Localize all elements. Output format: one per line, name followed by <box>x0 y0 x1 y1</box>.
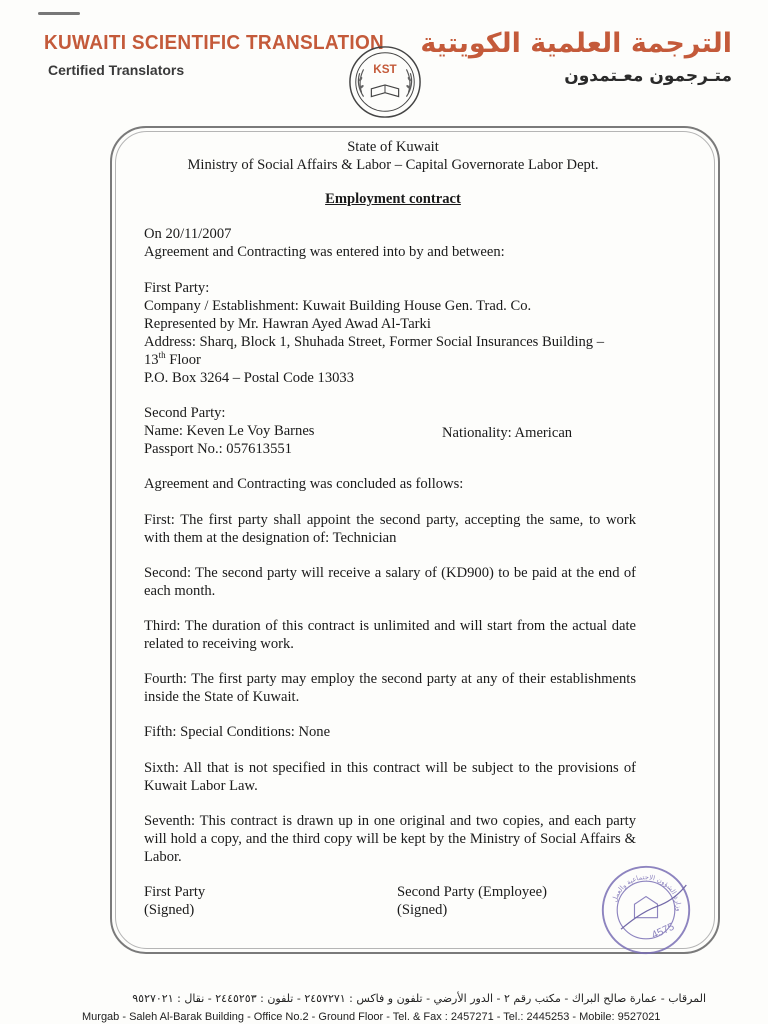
footer-arabic-address: المرقاب - عمارة صالح البراك - مكتب رقم ٢ - الدور الأرضي - تلفون و فاكس : ٢٤٥٧٢٧١ - تلفون : ٢٤٤٥٢٥٣ - نقال : ٩٥٢٧٠٢١ <box>132 992 706 1005</box>
header-country: State of Kuwait <box>347 139 439 155</box>
clause-seventh: Seventh: This contract is drawn up in one original and two copies, and each party will hold a copy, and the third copy will be kept by the Ministry of Social Affairs & Labor. <box>144 813 636 865</box>
ministry-stamp-icon <box>598 862 694 958</box>
floor-number: 13 <box>144 352 159 368</box>
contract-date: On 20/11/2007 <box>144 226 232 242</box>
first-party-company: Company / Establishment: Kuwait Building House Gen. Trad. Co. <box>144 298 532 314</box>
clause-third: Third: The duration of this contract is unlimited and will start from the actual date related to receiving work. <box>144 618 636 652</box>
clause-sixth: Sixth: All that is not specified in this contract will be subject to the provisions of Kuwait Labor Law. <box>144 760 636 794</box>
second-party-name: Name: Keven Le Voy Barnes <box>144 423 315 439</box>
clause-second: Second: The second party will receive a salary of (KD900) to be paid at the end of each month. <box>144 565 636 599</box>
header-ministry: Ministry of Social Affairs & Labor – Capital Governorate Labor Dept. <box>187 157 599 173</box>
first-party-floor <box>144 351 201 369</box>
kst-logo-icon <box>346 44 424 120</box>
first-party-representative: Represented by Mr. Hawran Ayed Awad Al-Tarki <box>144 316 431 332</box>
first-party-po-box: P.O. Box 3264 – Postal Code 13033 <box>144 370 355 386</box>
letterhead-english-title: KUWAITI SCIENTIFIC TRANSLATION <box>44 32 385 55</box>
clause-first: First: The first party shall appoint the second party, accepting the same, to work with them at the designation of: Technician <box>144 512 636 546</box>
clause-fifth: Fifth: Special Conditions: None <box>144 724 331 740</box>
svg-text:4575: 4575 <box>649 920 677 942</box>
first-party-address: Address: Sharq, Block 1, Shuhada Street, Former Social Insurances Building – <box>144 334 605 350</box>
footer-english-address: Murgab - Saleh Al-Barak Building - Office No.2 - Ground Floor - Tel. & Fax : 2457271 - Tel.: 2445253 - Mobile: 9527021 <box>82 1011 661 1023</box>
svg-text:KST: KST <box>373 63 397 77</box>
second-party-heading: Second Party: <box>144 405 226 421</box>
second-party-signature-label: Second Party (Employee) <box>397 884 547 900</box>
contract-title: Employment contract <box>325 191 461 207</box>
floor-suffix: th <box>158 350 166 361</box>
floor-word: Floor <box>165 352 201 368</box>
first-party-signature-label: First Party <box>144 884 206 900</box>
letterhead-arabic-title: الترجمة العلمية الكويتية <box>420 28 732 59</box>
second-party-nationality: Nationality: American <box>442 425 573 441</box>
second-party-passport: Passport No.: 057613551 <box>144 441 292 457</box>
clause-fourth: Fourth: The first party may employ the second party at any of their establishments inside the State of Kuwait. <box>144 671 636 705</box>
clauses-intro: Agreement and Contracting was concluded as follows: <box>144 476 464 492</box>
letterhead-english-subtitle: Certified Translators <box>48 62 185 78</box>
svg-text:وزارة الشؤون الاجتماعية والعمل: وزارة الشؤون الاجتماعية والعمل <box>610 873 683 912</box>
first-party-signed: (Signed) <box>144 902 195 918</box>
second-party-signed: (Signed) <box>397 902 448 918</box>
agreement-intro: Agreement and Contracting was entered into by and between: <box>144 244 505 260</box>
first-party-heading: First Party: <box>144 280 210 296</box>
letterhead-arabic-subtitle: متـرجمون معـتمدون <box>564 66 732 86</box>
scan-mark <box>38 12 80 15</box>
